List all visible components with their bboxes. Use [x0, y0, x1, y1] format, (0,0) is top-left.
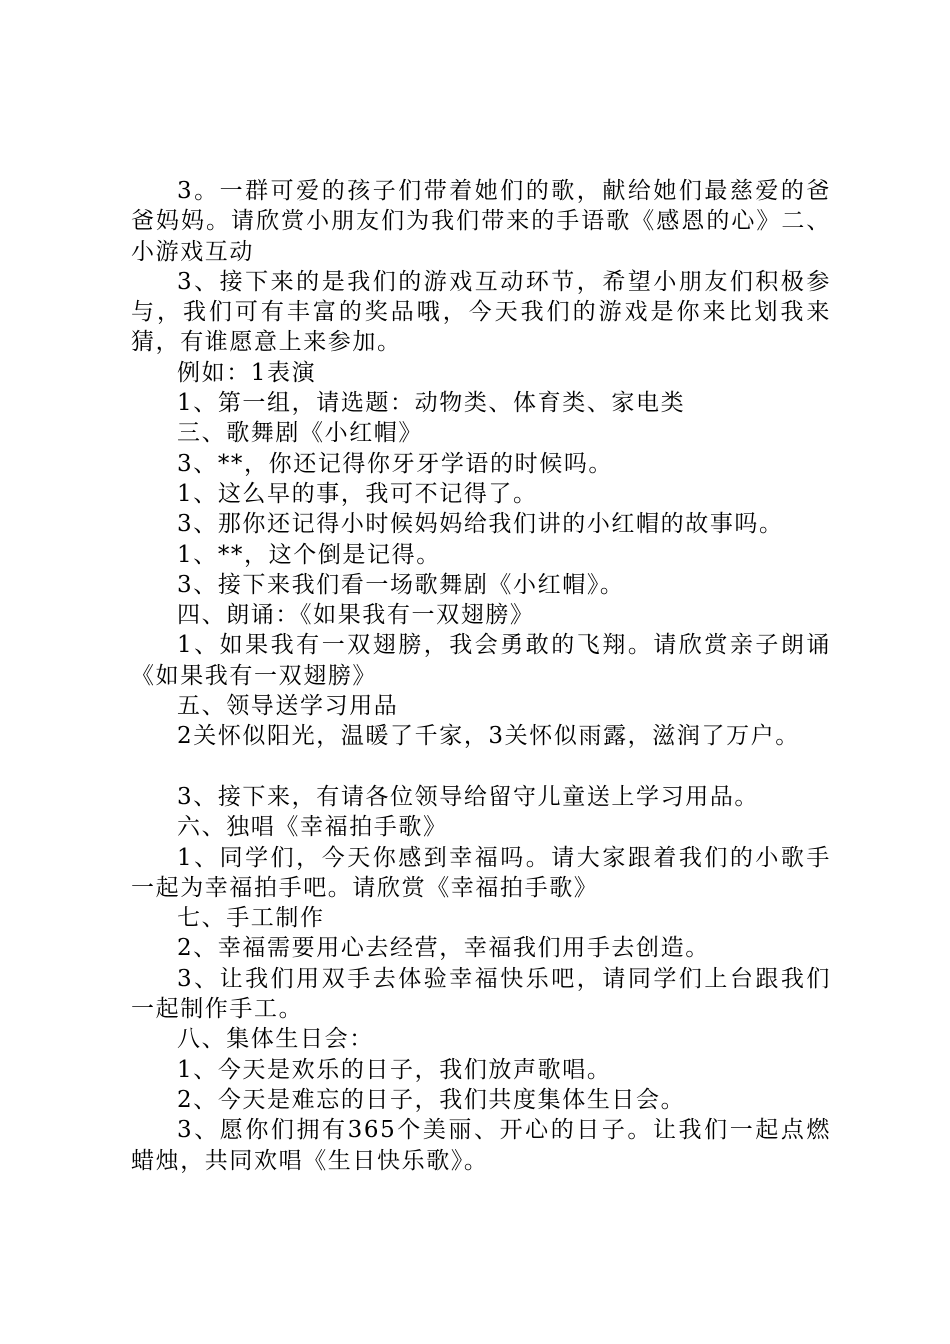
paragraph: 3、让我们用双手去体验幸福快乐吧，请同学们上台跟我们一起制作手工。: [131, 965, 831, 1023]
section-heading: 七、手工制作: [177, 905, 325, 932]
paragraph: 2关怀似阳光，温暖了千家，3关怀似雨露，滋润了万户。: [177, 723, 800, 750]
paragraph: 3、那你还记得小时候妈妈给我们讲的小红帽的故事吗。: [177, 511, 784, 538]
paragraph: 3、愿你们拥有365个美丽、开心的日子。让我们一起点燃蜡烛，共同欢唱《生日快乐歌》。: [131, 1117, 831, 1174]
paragraph: 2、今天是难忘的日子，我们共度集体生日会。: [177, 1086, 686, 1113]
document-body: [131, 176, 831, 1176]
paragraph: 3、接下来的是我们的游戏互动环节，希望小朋友们积极参与，我们可有丰富的奖品哦，今天我们的游戏是你来比划我来猜，有谁愿意上来参加。: [131, 268, 831, 356]
paragraph: 3、**，你还记得你牙牙学语的时候吗。: [177, 450, 614, 477]
section-heading: 六、独唱《幸福拍手歌》: [177, 814, 448, 841]
section-heading: 三、歌舞剧《小红帽》: [177, 420, 423, 447]
paragraph: 3、接下来，有请各位领导给留守儿童送上学习用品。: [177, 783, 760, 810]
paragraph: 1、这么早的事，我可不记得了。: [177, 480, 538, 507]
paragraph: 1、**，这个倒是记得。: [177, 541, 441, 568]
section-heading: 四、朗诵：《如果我有一双翅膀》: [177, 602, 535, 629]
section-heading: 五、领导送学习用品: [177, 693, 399, 720]
paragraph: 1、同学们，今天你感到幸福吗。请大家跟着我们的小歌手一起为幸福拍手吧。请欣赏《幸福拍手歌》: [131, 844, 831, 901]
paragraph: 2、幸福需要用心去经营，幸福我们用手去创造。: [177, 935, 710, 962]
paragraph: 例如：1表演: [177, 359, 317, 386]
paragraph: 1、今天是欢乐的日子，我们放声歌唱。: [177, 1056, 612, 1083]
paragraph: 3。一群可爱的孩子们带着她们的歌，献给她们最慈爱的爸爸妈妈。请欣赏小朋友们为我们带来的手语歌《感恩的心》二、小游戏互动: [131, 178, 831, 265]
paragraph: 1、如果我有一双翅膀，我会勇敢的飞翔。请欣赏亲子朗诵《如果我有一双翅膀》: [131, 632, 831, 689]
blank-line: [131, 752, 831, 782]
section-heading: 八、集体生日会：: [177, 1026, 374, 1053]
paragraph: 3、接下来我们看一场歌舞剧《小红帽》。: [177, 571, 625, 598]
paragraph: 1、第一组，请选题：动物类、体育类、家电类: [177, 390, 686, 417]
